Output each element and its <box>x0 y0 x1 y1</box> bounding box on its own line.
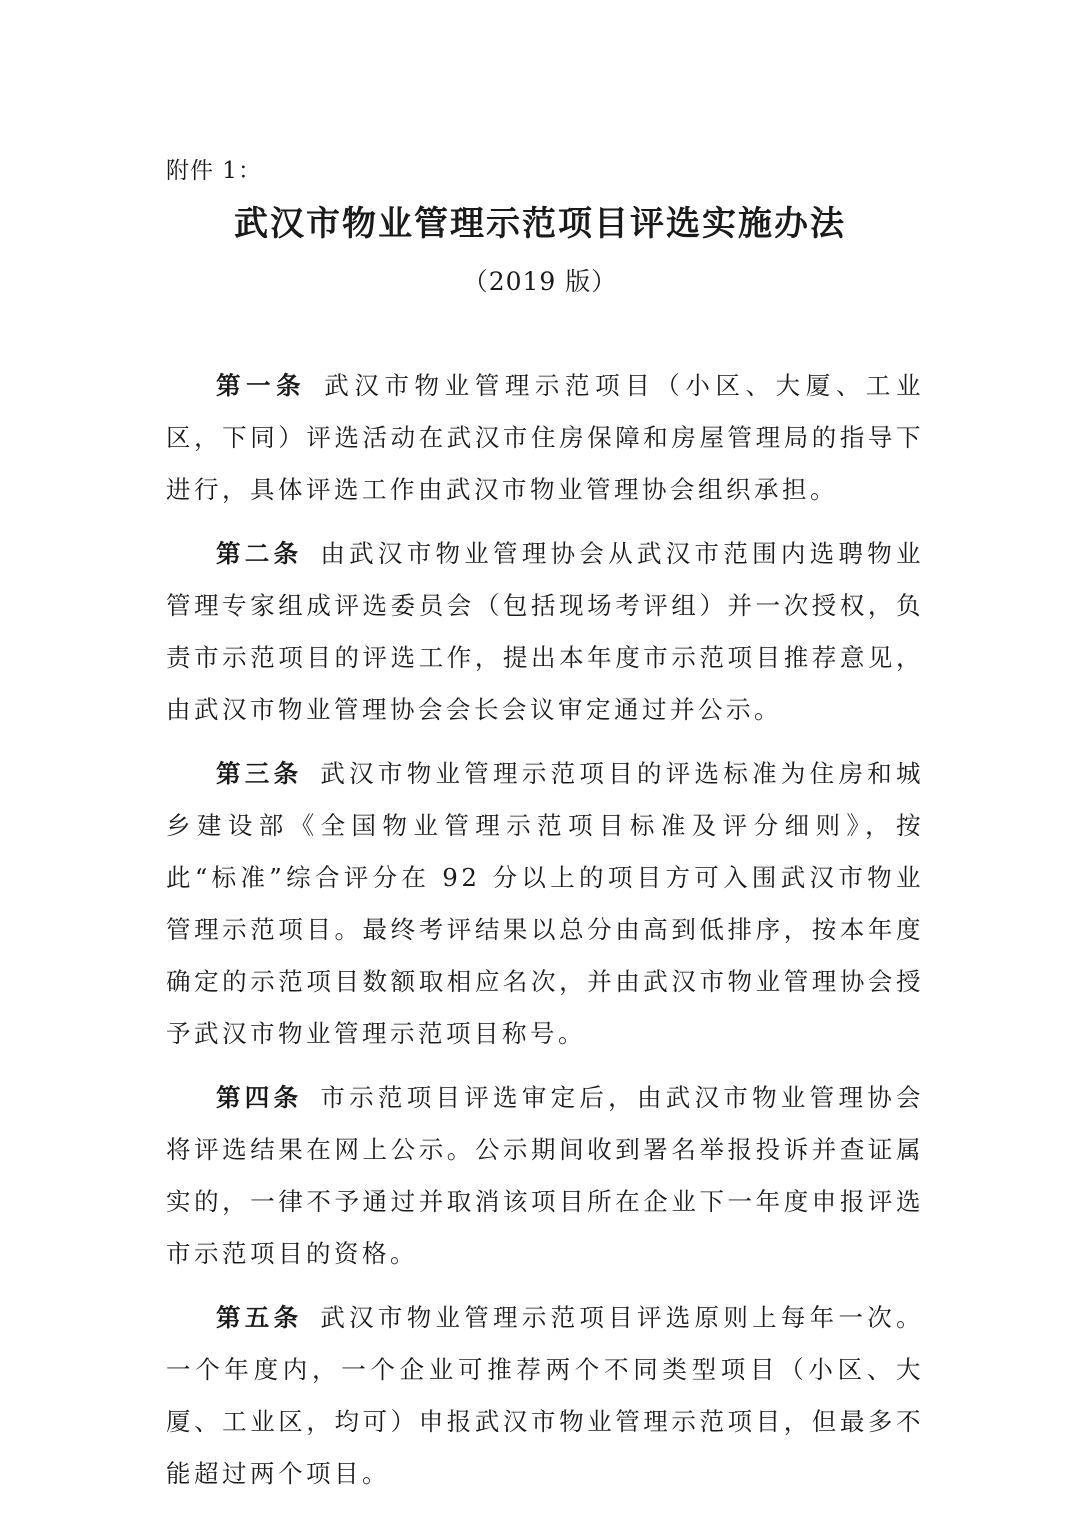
article-1 <box>166 360 924 516</box>
article-5 <box>166 1292 924 1500</box>
article-label: 第五条 <box>216 1303 303 1332</box>
article-label: 第二条 <box>216 539 303 568</box>
article-3 <box>166 748 924 1060</box>
document-subtitle: （2019 版） <box>462 267 618 296</box>
article-text: 武汉市物业管理示范项目评选原则上每年一次。一个年度内，一个企业可推荐两个不同类型项目（小区、大厦、工业区，均可）申报武汉市物业管理示范项目，但最多不能超过两个项目。 <box>166 1303 925 1488</box>
article-2 <box>166 528 924 736</box>
document-title: 武汉市物业管理示范项目评选实施办法 <box>234 204 846 244</box>
article-label: 第四条 <box>216 1083 303 1112</box>
article-text: 武汉市物业管理示范项目（小区、大厦、工业区，下同）评选活动在武汉市住房保障和房屋管理局的指导下进行，具体评选工作由武汉市物业管理协会组织承担。 <box>166 371 925 504</box>
attachment-label: 附件 1： <box>166 158 262 184</box>
article-text: 武汉市物业管理示范项目的评选标准为住房和城乡建设部《全国物业管理示范项目标准及评分细则》，按此“标准”综合评分在 92 分以上的项目方可入围武汉市物业管理示范项目。最终考评结果以总分由高到低排序，按本年度确定的示范项目数额取相应名次，并由武汉市物业管理协会授予武汉市物业管理示范项目称号。 <box>166 759 925 1048</box>
article-text: 由武汉市物业管理协会从武汉市范围内选聘物业管理专家组成评选委员会（包括现场考评组）并一次授权，负责市示范项目的评选工作，提出本年度市示范项目推荐意见，由武汉市物业管理协会会长会议审定通过并公示。 <box>166 539 925 724</box>
article-text: 市示范项目评选审定后，由武汉市物业管理协会将评选结果在网上公示。公示期间收到署名举报投诉并查证属实的，一律不予通过并取消该项目所在企业下一年度申报评选市示范项目的资格。 <box>166 1083 925 1268</box>
document-body <box>166 360 924 1512</box>
article-4 <box>166 1072 924 1280</box>
article-label: 第一条 <box>216 371 307 400</box>
article-label: 第三条 <box>216 759 303 788</box>
